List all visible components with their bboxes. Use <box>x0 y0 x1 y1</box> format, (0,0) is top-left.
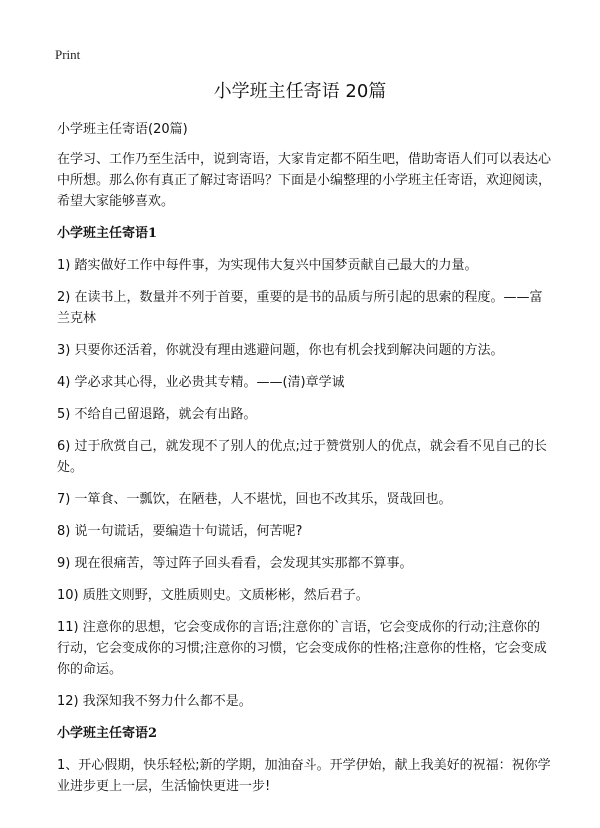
list-item: 11) 注意你的思想，它会变成你的言语;注意你的`言语，它会变成你的行动;注意你的行动，它会变成你的习惯;注意你的习惯，它会变成你的性格;注意你的性格，它会变成你的命运。 <box>57 620 547 677</box>
list-item: 6) 过于欣赏自己，就发现不了别人的优点;过于赞赏别人的优点，就会看不见自己的长处。 <box>57 439 547 475</box>
list-item: 1) 踏实做好工作中每件事，为实现伟大复兴中国梦贡献自己最大的力量。 <box>57 258 478 273</box>
list-item: 4) 学必求其心得，业必贵其专精。——(清)章学诚 <box>57 375 345 390</box>
section-heading: 小学班主任寄语1 <box>57 226 158 241</box>
document-subtitle: 小学班主任寄语(20篇) <box>57 122 188 137</box>
list-item: 3) 只要你还活着，你就没有理由逃避问题，你也有机会找到解决问题的方法。 <box>57 343 504 358</box>
list-item: 9) 现在很痛苦，等过阵子回头看看，会发现其实那都不算事。 <box>57 556 413 571</box>
section-1 <box>57 224 552 712</box>
intro-paragraph: 在学习、工作乃至生活中，说到寄语，大家肯定都不陌生吧，借助寄语人们可以表达心中所想。那么你有真正了解过寄语吗？下面是小编整理的小学班主任寄语，欢迎阅读，希望大家能够喜欢。 <box>57 152 552 209</box>
page-title: 小学班主任寄语 20篇 <box>213 81 387 102</box>
list-item: 7) 一箪食、一瓢饮，在陋巷，人不堪忧，回也不改其乐，贤哉回也。 <box>57 492 452 507</box>
section-heading: 小学班主任寄语2 <box>57 726 158 741</box>
list-item: 1、开心假期，快乐轻松;新的学期，加油奋斗。开学伊始，献上我美好的祝福：祝你学业进步更上一层，生活愉快更进一步! <box>57 758 551 794</box>
list-item: 5) 不给自己留退路，就会有出路。 <box>57 407 257 422</box>
list-item: 8) 说一句谎话，要编造十句谎话，何苦呢? <box>57 524 303 539</box>
list-item: 10) 质胜文则野，文胜质则史。文质彬彬，然后君子。 <box>57 588 369 603</box>
section-2 <box>57 724 552 797</box>
list-item: 12) 我深知我不努力什么都不是。 <box>57 694 252 709</box>
document-body <box>57 121 552 809</box>
print-link[interactable]: Print <box>55 47 81 62</box>
list-item: 2) 在读书上，数量并不列于首要，重要的是书的品质与所引起的思索的程度。——富兰克林 <box>57 290 543 326</box>
